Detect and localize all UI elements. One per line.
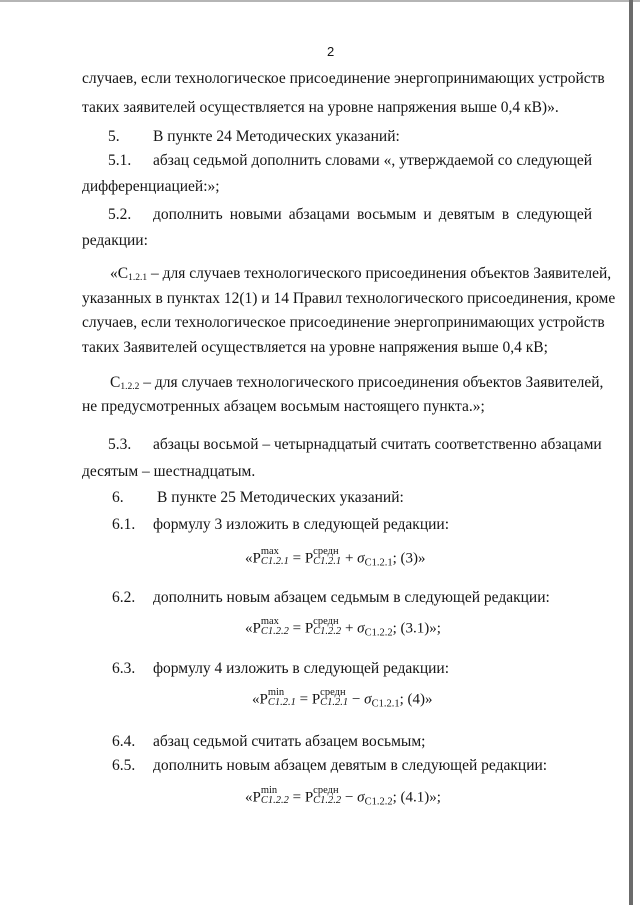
item-text: абзац седьмой считать абзацем восьмым;	[153, 733, 426, 750]
text-line: таких заявителей осуществляется на уровне напряжения выше 0,4 кВ)».	[82, 99, 559, 116]
quote-line: не предусмотренных абзацем восьмым настоящего пункта.»;	[82, 398, 485, 415]
item-number: 6.5.	[112, 757, 136, 774]
formula-sub: C1.2.1	[320, 697, 349, 708]
text-line: случаев, если технологическое присоединение энергопринимающих устройств	[82, 70, 605, 87]
text-line: дифференциацией:»;	[82, 178, 220, 195]
item-number: 6.1.	[112, 516, 136, 533]
item-number: 6.2.	[112, 589, 136, 606]
item-number: 5.1.	[108, 152, 132, 169]
formula-sup: средн	[313, 785, 339, 796]
formula-sup: min	[267, 687, 285, 698]
scan-right-edge	[629, 0, 633, 905]
item-number: 6.	[112, 489, 124, 506]
formula-sub: C1.2.2	[313, 626, 342, 637]
quote-line: «$С_{1.2.1}$ – для случаев технологического присоединения объектов Заявителей,	[110, 265, 612, 283]
formula-sup: max	[260, 546, 279, 557]
formula-sup: средн	[313, 616, 339, 627]
item-text: абзац седьмой дополнить словами «, утверждаемой со следующей	[153, 152, 592, 169]
formula-sub: C1.2.2	[313, 795, 342, 806]
quote-line: таких Заявителей осуществляется на уровне напряжения выше 0,4 кВ;	[82, 339, 548, 356]
item-text: дополнить новыми абзацами восьмым и девятым в следующей	[153, 206, 592, 223]
formula-sup: max	[260, 616, 279, 627]
quote-line: указанных в пунктах 12(1) и 14 Правил технологического присоединения, кроме	[82, 290, 616, 307]
page-number: 2	[327, 44, 335, 59]
formula-4-1: «P min C1.2.2 = P средн C1.2.2 − $\sigma_{C1.2.2}$; (4.1)»;	[245, 785, 441, 808]
formula-sup: средн	[320, 687, 346, 698]
item-text: абзацы восьмой – четырнадцатый считать соответственно абзацами	[153, 436, 602, 453]
formula-sub: C1.2.1	[313, 556, 342, 567]
item-number: 6.3.	[112, 660, 136, 677]
formula-3-1: «P max C1.2.2 = P средн C1.2.2 + $\sigma_{C1.2.2}$; (3.1)»;	[245, 616, 441, 639]
formula-sub: C1.2.2	[260, 795, 289, 806]
item-number: 5.	[108, 128, 120, 145]
item-number: 5.3.	[108, 436, 132, 453]
item-text: дополнить новым абзацем девятым в следующей редакции:	[153, 757, 548, 774]
formula-sub: C1.2.1	[260, 556, 289, 567]
item-text: В пункте 24 Методических указаний:	[153, 128, 400, 145]
item-text: В пункте 25 Методических указаний:	[157, 489, 404, 506]
formula-sub: C1.2.1	[267, 697, 296, 708]
quote-line: $С_{1.2.2}$ – для случаев технологического присоединения объектов Заявителей,	[110, 374, 604, 392]
formula-sub: C1.2.2	[260, 626, 289, 637]
formula-4: «P min C1.2.1 = P средн C1.2.1 − $\sigma_{C1.2.1}$; (4)»	[252, 687, 433, 710]
scan-top-edge	[0, 0, 640, 2]
formula-sup: средн	[313, 546, 339, 557]
formula-3: «P max C1.2.1 = P средн C1.2.1 + $\sigma_{C1.2.1}$; (3)»	[245, 546, 426, 569]
text-line: десятым – шестнадцатым.	[82, 463, 256, 480]
item-number: 5.2.	[108, 206, 132, 223]
item-text: формулу 4 изложить в следующей редакции:	[153, 660, 450, 677]
formula-sup: min	[260, 785, 278, 796]
quote-line: случаев, если технологическое присоединение энергопринимающих устройств	[82, 314, 605, 331]
item-number: 6.4.	[112, 733, 136, 750]
item-text: дополнить новым абзацем седьмым в следующей редакции:	[153, 589, 550, 606]
item-text: формулу 3 изложить в следующей редакции:	[153, 516, 450, 533]
text-line: редакции:	[82, 232, 148, 249]
